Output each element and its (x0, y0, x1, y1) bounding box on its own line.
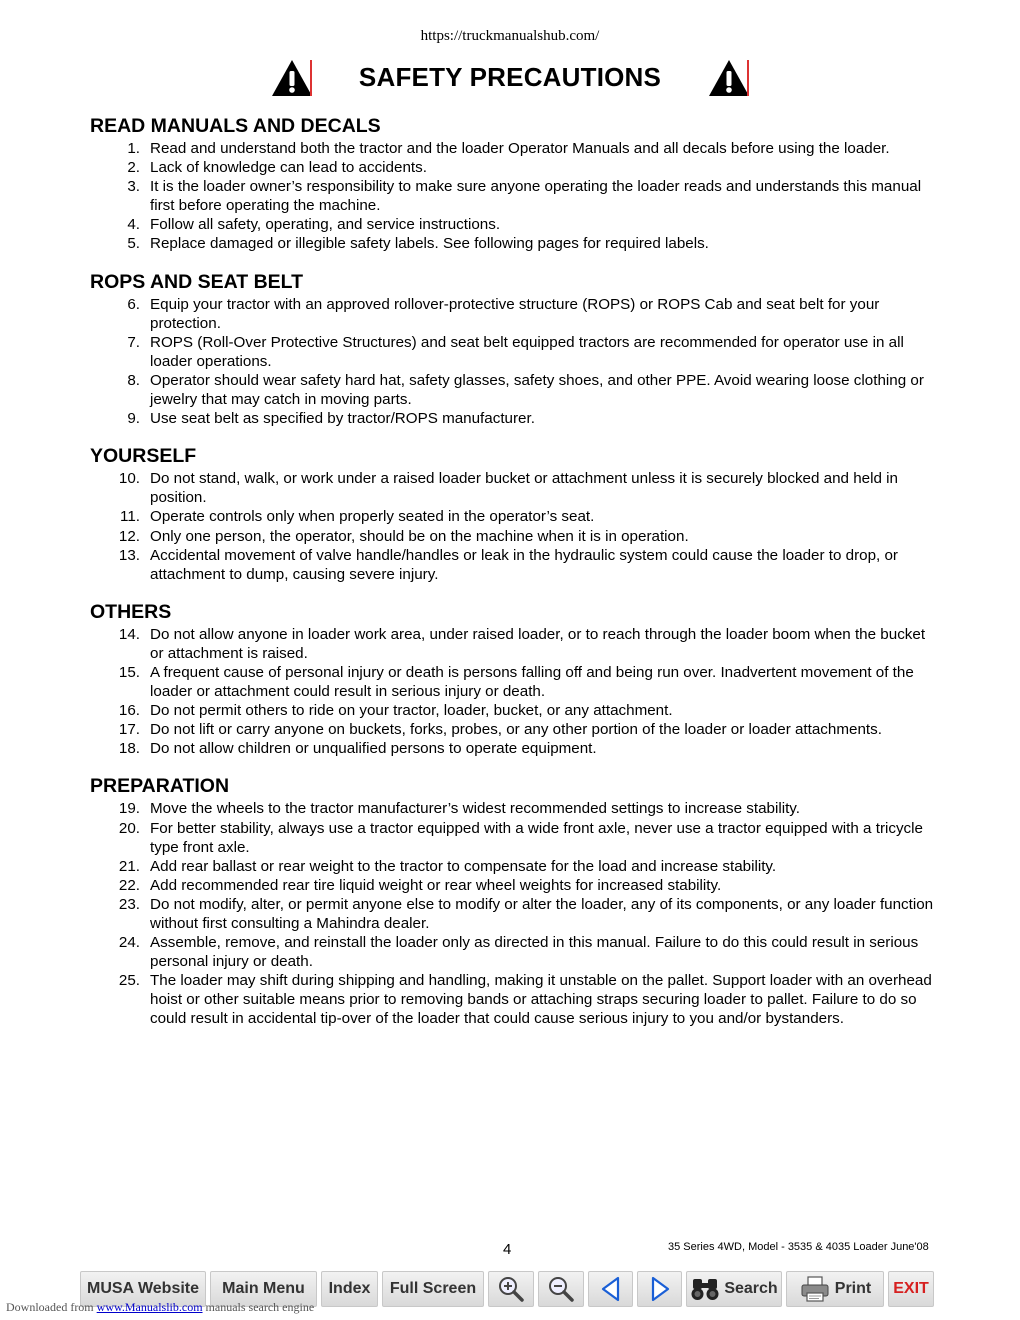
item-number: 3. (127, 178, 140, 196)
list-item (90, 177, 940, 215)
section-heading: OTHERS (90, 600, 172, 623)
item-text: Assemble, remove, and reinstall the loader only as directed in this manual. Failure to do this could result in serious personal injury or death. (150, 934, 919, 971)
list-item (90, 819, 940, 857)
download-note-prefix: Downloaded from (6, 1300, 97, 1314)
item-number: 9. (127, 410, 140, 428)
item-number: 7. (127, 333, 140, 351)
document-title: 35 Series 4WD, Model - 3535 & 4035 Loader June'08 (668, 1241, 929, 1253)
item-text: Do not modify, alter, or permit anyone else to modify or alter the loader, any of its components, or any loader function without first consulting a Mahindra dealer. (150, 895, 934, 932)
list-item (90, 876, 940, 895)
item-text: Do not permit others to ride on your tractor, loader, bucket, or any attachment. (150, 702, 673, 720)
list-item (90, 720, 940, 739)
zoom-in-button[interactable] (488, 1271, 534, 1307)
search-button[interactable] (686, 1271, 782, 1307)
list-item (90, 971, 940, 1028)
item-text: Use seat belt as specified by tractor/ROPS manufacturer. (150, 410, 535, 428)
list-item (90, 371, 940, 409)
list-item (90, 215, 940, 234)
item-number: 14. (118, 625, 140, 643)
item-text: Operator should wear safety hard hat, safety glasses, safety shoes, and other PPE. Avoid wearing loose clothing or jewelry that may catch in moving parts. (150, 371, 924, 409)
section-heading: READ MANUALS AND DECALS (90, 115, 381, 137)
page-title: SAFETY PRECAUTIONS (358, 62, 662, 92)
item-text: Do not allow children or unqualified persons to operate equipment. (150, 740, 597, 758)
item-number: 12. (118, 527, 140, 545)
print-button[interactable] (786, 1271, 884, 1307)
item-text: Add recommended rear tire liquid weight or rear wheel weights for increased stability. (150, 876, 722, 894)
item-number: 15. (118, 663, 140, 681)
item-text: Operate controls only when properly seated in the operator’s seat. (150, 508, 595, 526)
source-url: https://truckmanualshub.com/ (420, 28, 600, 44)
list-item (90, 799, 940, 818)
zoom-out-icon (547, 1275, 575, 1303)
list-item (90, 234, 940, 253)
item-text: Move the wheels to the tractor manufacturer’s widest recommended settings to increase stability. (150, 800, 800, 818)
item-number: 17. (118, 721, 140, 739)
download-note-suffix: manuals search engine (202, 1300, 315, 1314)
section-heading: YOURSELF (90, 445, 197, 468)
title-row (0, 58, 1020, 98)
item-text: It is the loader owner’s responsibility to make sure anyone operating the loader reads and understands this manual first before operating the machine. (150, 178, 922, 215)
item-number: 21. (118, 857, 140, 875)
download-note (6, 1300, 314, 1315)
section (90, 114, 940, 254)
item-text: A frequent cause of personal injury or death is persons falling off and being run over. Inadvertent movement of the loader or attachment could result in serious injury or death. (150, 663, 914, 701)
section (90, 270, 940, 429)
item-number: 5. (127, 235, 140, 253)
list-item (90, 701, 940, 720)
previous-page-button[interactable] (588, 1271, 633, 1307)
zoom-out-button[interactable] (538, 1271, 584, 1307)
item-number: 19. (118, 800, 140, 818)
exit-label: EXIT (893, 1280, 929, 1297)
list-item (90, 625, 940, 663)
list-item (90, 895, 940, 933)
item-number: 22. (118, 876, 140, 894)
list-item (90, 739, 940, 758)
binoculars-icon (690, 1276, 720, 1302)
full-screen-label: Full Screen (389, 1280, 477, 1297)
list-item (90, 663, 940, 701)
search-label: Search (724, 1280, 778, 1297)
list-item (90, 469, 940, 507)
item-number: 6. (127, 295, 140, 313)
manualslib-link[interactable]: www.Manualslib.com (96, 1300, 203, 1314)
zoom-in-icon (497, 1275, 525, 1303)
list-item (90, 507, 940, 526)
item-text: Accidental movement of valve handle/handles or leak in the hydraulic system could cause the loader to drop, or attachment to dump, causing severe injury. (150, 546, 898, 583)
full-screen-button[interactable] (382, 1271, 484, 1307)
list-item (90, 409, 940, 428)
item-number: 1. (127, 140, 140, 157)
item-text: Add rear ballast or rear weight to the tractor to compensate for the load and increase stability. (150, 857, 777, 875)
list-item (90, 857, 940, 876)
list-item (90, 933, 940, 971)
list-item (90, 546, 940, 584)
item-number: 20. (118, 819, 140, 837)
item-text: For better stability, always use a tractor equipped with a wide front axle, never use a tractor equipped with a tricycle type front axle. (150, 819, 923, 856)
list-item (90, 158, 940, 177)
musa-website-label: MUSA Website (87, 1280, 200, 1297)
item-text: Read and understand both the tractor and the loader Operator Manuals and all decals before using the loader. (150, 140, 890, 157)
item-text: The loader may shift during shipping and handling, making it unstable on the pallet. Support loader with an overhead hoist or other suitable means prior to removing bands or attaching straps securing loader to pallet. Failure to do so could result in accidental tip-over of the loader that could cause serious injury to you and/or bystanders. (150, 972, 932, 1028)
item-text: Follow all safety, operating, and service instructions. (150, 216, 501, 234)
item-text: Replace damaged or illegible safety labels. See following pages for required labels. (150, 235, 709, 253)
item-number: 25. (118, 972, 140, 990)
item-text: Equip your tractor with an approved rollover-protective structure (ROPS) or ROPS Cab and seat belt for your protection. (150, 295, 880, 332)
main-menu-label: Main Menu (222, 1280, 305, 1297)
section (90, 774, 940, 1028)
item-text: Lack of knowledge can lead to accidents. (150, 159, 427, 177)
exit-button[interactable] (888, 1271, 934, 1307)
list-item (90, 527, 940, 546)
printer-icon (799, 1275, 831, 1303)
arrow-right-icon (649, 1276, 671, 1302)
section-heading: ROPS AND SEAT BELT (90, 270, 304, 293)
item-text: Do not allow anyone in loader work area, under raised loader, or to reach through the loader boom when the bucket or attachment is raised. (150, 625, 926, 662)
list-item (90, 333, 940, 371)
item-number: 8. (127, 371, 140, 389)
index-button[interactable] (321, 1271, 378, 1307)
next-page-button[interactable] (637, 1271, 682, 1307)
item-number: 23. (118, 895, 140, 913)
item-text: ROPS (Roll-Over Protective Structures) and seat belt equipped tractors are recommended for operator use in all loader operations. (150, 333, 904, 370)
item-number: 2. (127, 159, 140, 177)
item-number: 11. (120, 508, 140, 526)
section (90, 444, 940, 584)
item-text: Do not lift or carry anyone on buckets, forks, probes, or any other portion of the loader or loader attachments. (150, 721, 882, 739)
item-text: Only one person, the operator, should be on the machine when it is in operation. (150, 527, 689, 545)
item-number: 18. (118, 740, 140, 758)
safety-content (90, 114, 940, 1045)
arrow-left-icon (600, 1276, 622, 1302)
list-item (90, 295, 940, 333)
page-number: 4 (503, 1241, 512, 1258)
section (90, 600, 940, 759)
item-number: 24. (118, 934, 140, 952)
section-heading: PREPARATION (90, 775, 230, 798)
list-item (90, 139, 940, 158)
index-label: Index (328, 1280, 371, 1297)
item-number: 10. (118, 470, 140, 488)
item-number: 16. (118, 702, 140, 720)
item-number: 4. (127, 216, 140, 234)
warning-triangle-icon (707, 58, 751, 98)
print-label: Print (834, 1280, 872, 1297)
item-number: 13. (118, 546, 140, 564)
item-text: Do not stand, walk, or work under a raised loader bucket or attachment unless it is securely blocked and held in position. (150, 470, 898, 507)
